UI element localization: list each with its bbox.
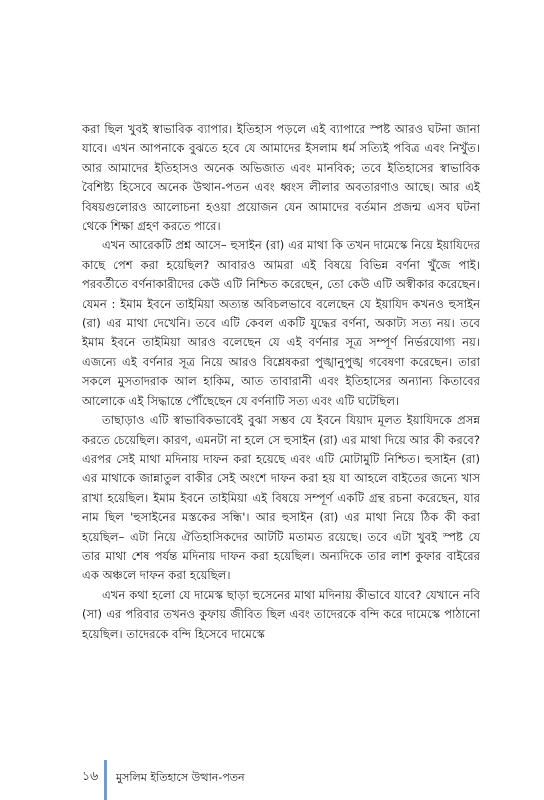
running-book-title: মুসলিম ইতিহাসে উত্থান-পতন (116, 771, 245, 784)
paragraph: এখন আরেকটি প্রশ্ন আসে– হুসাইন (রা) এর মাথা কি তখন দামেস্কে নিয়ে ইয়াযিদের কাছে পেশ করা হয়েছিল? আবারও আমরা এই বিষয়ে বিভিন্ন বর্ণনা খুঁজে পাই। পরবর্তীতে বর্ণনাকারীদের কেউ এটি নিশ্চিত করেছেন, তো কেউ এটি অস্বীকার করেছেন। যেমন : ইমাম ইবনে তাইমিয়া অত্যন্ত অবিচলভাবে বলেছেন যে ইয়াযিদ কখনও হুসাইন (রা) এর মাথা দেখেনি। তবে এটি কেবল একটি যুদ্ধের বর্ণনা, অকাট্য সত্য নয়। তবে ইমাম ইবনে তাইমিয়া আরও বলেছেন যে এই বর্ণনার সূত্র সম্পূর্ণ নির্ভরযোগ্য নয়। এজন্যে এই বর্ণনার সূত্র নিয়ে আরও বিশ্লেষকরা পুঙ্খানুপুঙ্খ গবেষণা করেছেন। তারা সকলে মুসতাদরাক আল হাকিম, আত তাবারানী এবং ইতিহাসের অন্যান্য কিতাবের আলোকে এই সিদ্ধান্তে পৌঁছেছেন যে বর্ণনাটি সত্য এবং এটি ঘটেছিল। (82, 238, 480, 408)
paragraph: তাছাড়াও এটি স্বাভাবিকভাবেই বুঝা সম্ভব যে ইবনে যিয়াদ মূলত ইয়াযিদকে প্রসন্ন করতে চেয়েছিল। কারণ, এমনটা না হলে সে হুসাইন (রা) এর মাথা দিয়ে আর কী করবে? এরপর সেই মাথা মদিনায় দাফন করা হয়েছে এবং এটি মোটামুটি নিশ্চিত। হুসাইন (রা) এর মাথাকে জান্নাতুল বাকীর সেই অংশে দাফন করা হয় যা আহলে বাইতের জন্যে খাস রাখা হয়েছিল। ইমাম ইবনে তাইমিয়া এই বিষয়ে সম্পূর্ণ একটি গ্রন্থ রচনা করেছেন, যার নাম ছিল 'হুসাইনের মস্তকের সন্ধি'। আর হুসাইন (রা) এর মাথা নিয়ে ঠিক কী করা হয়েছিল– এটা নিয়ে ঐতিহাসিকদের আটটি মতামত রয়েছে। তবে এটা খুবই স্পষ্ট যে তার মাথা শেষ পর্যন্ত মদিনায় দাফন করা হয়েছিল। অন্যদিকে তার লাশ কুফার বাইরের এক অঞ্চলে দাফন করা হয়েছিল। (82, 413, 480, 583)
paragraph: এখন কথা হলো যে দামেস্ক ছাড়া হুসেনের মাথা মদিনায় কীভাবে যাবে? যেখানে নবি (সা) এর পরিবার তখনও কুফায় জীবিত ছিল এবং তাদেরকে বন্দি করে দামেস্কে পাঠানো হয়েছিল। তাদেরকে বন্দি হিসেবে দামেস্কে (82, 587, 480, 641)
paragraph: করা ছিল খুবই স্বাভাবিক ব্যাপার। ইতিহাস পড়লে এই ব্যাপারে স্পষ্ট আরও ঘটনা জানা যাবে। এখন আপনাকে বুঝতে হবে যে আমাদের ইসলাম ধর্ম সত্যিই পবিত্র এবং নিখুঁত। আর আমাদের ইতিহাসও অনেক অভিজাত এবং মানবিক; তবে ইতিহাসের স্বাভাবিক বৈশিষ্ট্য হিসেবে অনেক উত্থান-পতন এবং ধ্বংস লীলার অবতারণাও আছে। আর এই বিষয়গুলোরও আলোচনা হওয়া প্রয়োজন যেন আমাদের বর্তমান প্রজন্ম এসব ঘটনা থেকে শিক্ষা গ্রহণ করতে পারে। (82, 122, 480, 234)
page-footer (82, 760, 502, 800)
page-number: ১৬ (82, 768, 99, 783)
page-body-text (82, 120, 480, 644)
footer-divider-bar (104, 760, 107, 800)
